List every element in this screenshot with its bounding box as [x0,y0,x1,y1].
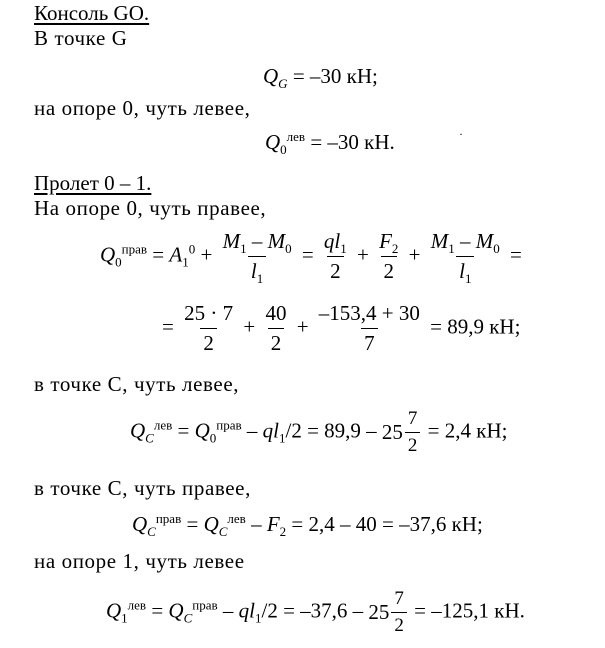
value: 25 [368,600,390,624]
value-q0-right: 89,9 [447,314,484,339]
unit: кН [494,598,520,623]
text-support1-left: на опоре 1, чуть левее [34,549,245,573]
denominator: 2 [391,612,407,637]
equation-q1-left: $Q_1^{лев} = Q_C^{прав} - ql_1/2 = -37,6$ – 25 $\frac{7}{2}$ = –125,1 кН. [106,588,525,636]
section-heading-span: Пролет 0 – 1. [34,171,152,195]
value: 89,9 [324,418,361,443]
text-support0-left: на опоре 0, чуть левее, [34,96,251,120]
section-heading-console: Консоль GO. [34,1,150,25]
value-qc-left: 2,4 [444,418,472,443]
equation-qc-right: $Q_C^{прав} = Q_C^{лев} - F_2 = 2,4 - 40 = -37,6$ кН; [132,511,483,540]
numerator: 7 [394,588,404,609]
value: –37,6 [300,598,348,623]
numerator: 40 [265,301,287,325]
unit: кН [489,314,515,339]
denominator: 2 [268,328,285,356]
value: 25 [381,420,403,444]
unit: кН [451,512,477,536]
text-support0-right: На опоре 0, чуть правее, [34,196,267,220]
numerator: 7 [407,408,418,429]
equation-q0-right-formula: $Q_0^{прав} = A_1^0$ + $\frac{M_1 - M_0}{l_1}$ = $\frac{ql_1}{2}$ + $\frac{F_2}{2}$ + $\frac{M_1 - M_0}{l_1}$ = [100,229,522,287]
equation-q0-right-numeric: = $\frac{25 \cdot 7}{2}$ + $\frac{40}{2}$ + $\frac{-153,4 + 30}{7}$ = 89,9 кН; [162,301,521,355]
value-qc-right: –37,6 [399,512,447,536]
text-point-c-left: в точке C, чуть левее, [34,372,240,396]
numerator: –153,4 + 30 [318,301,420,325]
text-point-g: В точке G [34,26,128,50]
unit: кН [364,130,390,154]
denominator: 2 [200,328,217,356]
unit: кН [346,64,373,88]
denominator: 2 [405,432,421,457]
unit: кН [476,418,502,443]
value: 2,4 [308,512,335,536]
value-q1-left: –125,1 [431,598,490,623]
scan-mark: · [459,127,463,141]
equation-qc-left: $Q_C^{лев} = Q_0^{прав} - ql_1/2 = 89,9$ – 25 $\frac{7}{2}$ = 2,4 кН; [130,408,508,456]
value-qg: –30 [309,64,342,88]
value-q0-left: –30 [327,130,359,154]
numerator: 25 · 7 [184,301,234,325]
equation-q0-left: $Q_0^{лев} = -30$ кН. [265,129,395,158]
value: 40 [355,512,377,536]
equation-qg: $Q_G = -30$ кН; [263,64,378,92]
denominator: 7 [361,328,378,356]
text-point-c-right: в точке C, чуть правее, [34,476,251,500]
